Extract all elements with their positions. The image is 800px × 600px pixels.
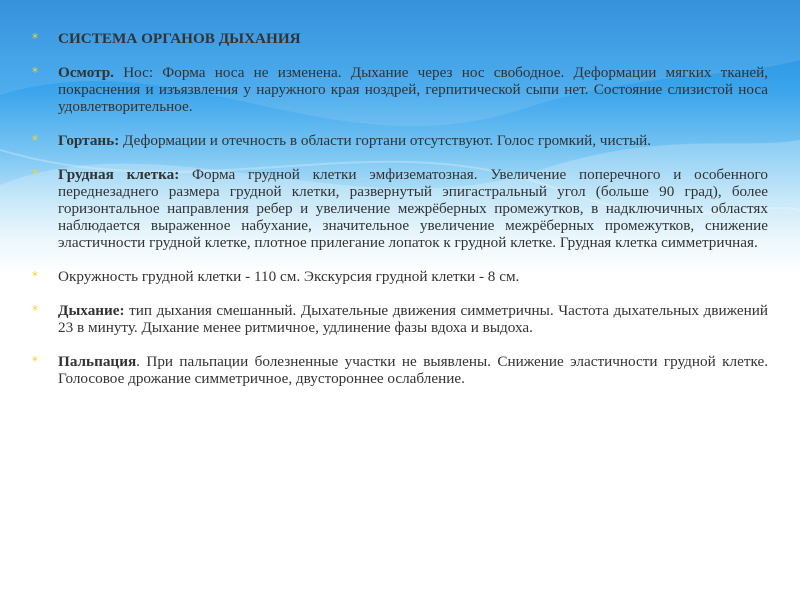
list-item <box>32 268 768 285</box>
item-label: Дыхание: <box>58 302 125 319</box>
item-label: Осмотр. <box>58 64 114 81</box>
asterisk-bullet-icon: * <box>32 269 38 283</box>
list-item <box>32 353 768 387</box>
slide-title: СИСТЕМА ОРГАНОВ ДЫХАНИЯ <box>58 30 301 47</box>
item-text: . При пальпации болезненные участки не выявлены. Снижение эластичности грудной клетке. Голосовое дрожание симметричное, двустороннее ослабление. <box>58 353 768 387</box>
asterisk-bullet-icon: * <box>32 303 38 317</box>
list-item <box>32 64 768 115</box>
asterisk-bullet-icon: * <box>32 354 38 368</box>
item-text: тип дыхания смешанный. Дыхательные движения симметричны. Частота дыхательных движений 23 в минуту. Дыхание менее ритмичное, удлинение фазы вдоха и выдоха. <box>58 302 768 336</box>
asterisk-bullet-icon: * <box>32 31 38 45</box>
asterisk-bullet-icon: * <box>32 167 38 181</box>
list-item <box>32 132 768 149</box>
list-item-title <box>32 30 768 47</box>
item-text: Форма грудной клетки эмфизематозная. Увеличение поперечного и особенного переднезаднего размера грудной клетки, развернутый эпигастральный угол (больше 90 град), более горизонтальное направления ребер и увеличение межрёберных промежутков, в надключичных областях наблюдается выраженное набухание, значительное увеличение межрёберных промежутков, снижение эластичности грудной клетке, плотное прилегание лопаток к грудной клетке. Грудная клетка симметричная. <box>58 166 768 251</box>
item-label: Грудная клетка: <box>58 166 180 183</box>
item-text: Окружность грудной клетки - 110 см. Экскурсия грудной клетки - 8 см. <box>58 268 520 285</box>
list-item <box>32 302 768 336</box>
item-label: Пальпация <box>58 353 137 370</box>
item-text: Деформации и отечность в области гортани отсутствуют. Голос громкий, чистый. <box>119 132 652 149</box>
item-label: Гортань: <box>58 132 120 149</box>
asterisk-bullet-icon: * <box>32 65 38 79</box>
list-item <box>32 166 768 251</box>
asterisk-bullet-icon: * <box>32 133 38 147</box>
item-text: Нос: Форма носа не изменена. Дыхание через нос свободное. Деформации мягких тканей, покраснения и изъязвления у наружного края ноздрей, герпитической сыпи нет. Состояние слизистой носа удовлетворительное. <box>58 64 768 115</box>
slide-content <box>32 30 768 404</box>
